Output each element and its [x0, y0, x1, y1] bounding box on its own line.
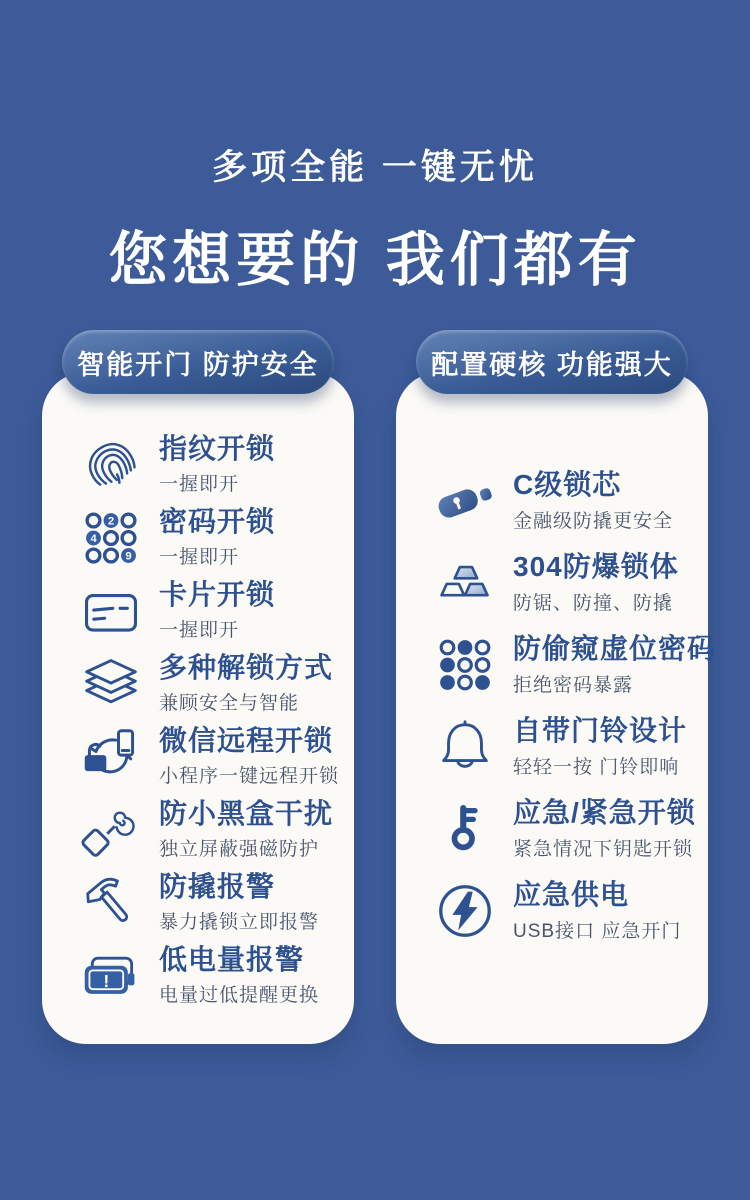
feature-title: 自带门铃设计 [513, 715, 688, 747]
ingot-icon [432, 550, 498, 616]
feature-title: 应急/紧急开锁 [513, 797, 696, 829]
feature-subtitle: USB接口 应急开门 [513, 920, 682, 942]
hero-title: 您想要的 我们都有 [108, 227, 642, 293]
feature-title: 微信远程开锁 [159, 724, 334, 756]
feature-item [432, 788, 694, 870]
svg-text:4: 4 [90, 532, 97, 545]
feature-subtitle: 防锯、防撞、防撬 [513, 592, 674, 614]
feature-subtitle: 暴力撬锁立即报警 [159, 912, 320, 934]
feature-item [432, 624, 717, 706]
feature-item [432, 706, 694, 788]
feature-subtitle: 一握即开 [159, 474, 240, 496]
feature-subtitle: 小程序一键远程开锁 [159, 766, 340, 788]
feature-subtitle: 拒绝密码暴露 [513, 674, 634, 696]
feature-subtitle: 金融级防撬更安全 [513, 510, 674, 532]
feature-title: 304防爆锁体 [513, 551, 679, 583]
feature-title: 低电量报警 [159, 943, 305, 975]
feature-item [432, 870, 694, 952]
feature-item [78, 428, 340, 501]
battery-icon [78, 943, 144, 1009]
doorbell-icon [432, 714, 498, 780]
lock-cylinder-icon [432, 468, 498, 534]
anti-blackbox-icon [78, 797, 144, 863]
card-smart-unlock-header: 智能开门 防护安全 [62, 330, 334, 394]
layers-icon [78, 651, 144, 717]
feature-subtitle: 一握即开 [159, 547, 240, 569]
feature-list [78, 428, 340, 1012]
feature-subtitle: 轻轻一按 门铃即响 [513, 756, 680, 778]
card-hard-config-body [396, 372, 717, 1044]
power-icon [432, 878, 498, 944]
feature-item [78, 939, 340, 1012]
svg-text:9: 9 [125, 550, 132, 563]
feature-title: 防偷窥虚位密码 [513, 633, 717, 665]
feature-item [432, 542, 694, 624]
feature-subtitle: 紧急情况下钥匙开锁 [513, 838, 694, 860]
hero [0, 140, 750, 297]
card-hard-config [396, 330, 717, 1044]
feature-title: 密码开锁 [159, 505, 276, 537]
feature-title: 防小黑盒干扰 [159, 797, 334, 829]
feature-title: 防撬报警 [159, 870, 276, 902]
fingerprint-icon [78, 432, 144, 498]
feature-subtitle: 一握即开 [159, 620, 240, 642]
feature-cards [42, 330, 717, 1044]
hammer-icon [78, 870, 144, 936]
feature-item [78, 793, 340, 866]
card-smart-unlock [42, 330, 354, 1044]
feature-item [432, 460, 694, 542]
feature-item [78, 501, 340, 574]
feature-title: 指纹开锁 [159, 432, 276, 464]
card-hard-config-header: 配置硬核 功能强大 [416, 330, 688, 394]
feature-title: 应急供电 [513, 879, 630, 911]
keypad-icon [78, 505, 144, 571]
feature-item [78, 866, 340, 939]
card-smart-unlock-body [42, 372, 354, 1044]
feature-title: 多种解锁方式 [159, 651, 334, 683]
feature-item [78, 574, 340, 647]
card-icon [78, 578, 144, 644]
feature-subtitle: 独立屏蔽强磁防护 [159, 839, 320, 861]
dots-grid-icon [432, 632, 498, 698]
feature-item [78, 647, 340, 720]
feature-subtitle: 电量过低提醒更换 [159, 985, 320, 1007]
svg-text:2: 2 [107, 515, 115, 528]
key-icon [432, 796, 498, 862]
svg-text:!: ! [103, 970, 110, 991]
feature-item [78, 720, 340, 793]
feature-title: 卡片开锁 [159, 578, 276, 610]
wechat-remote-icon [78, 724, 144, 790]
feature-title: C级锁芯 [513, 469, 622, 501]
feature-list [432, 460, 717, 952]
feature-subtitle: 兼顾安全与智能 [159, 693, 300, 715]
hero-subtitle: 多项全能 一键无忧 [212, 148, 538, 187]
